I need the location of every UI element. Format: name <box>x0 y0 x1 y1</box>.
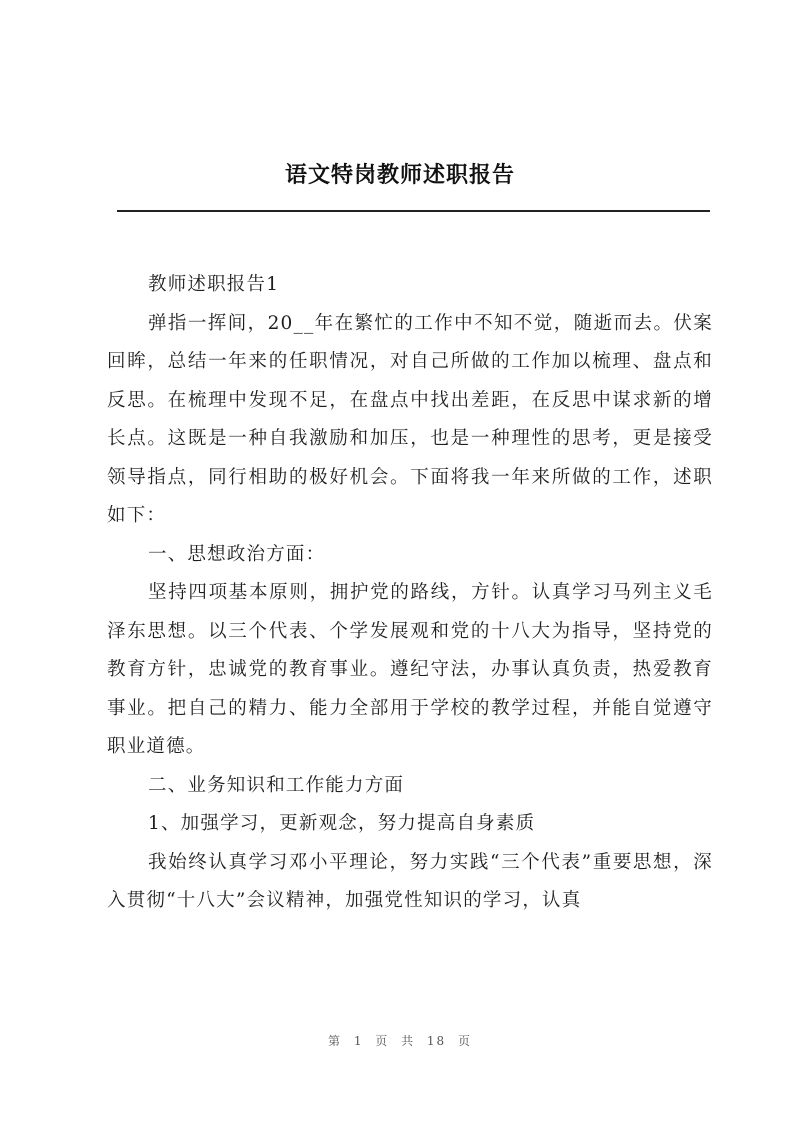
paragraph-section-heading-1: 一、思想政治方面： <box>148 543 326 565</box>
paragraph-section-heading-2: 二、业务知识和工作能力方面 <box>148 774 405 796</box>
paragraph-politics: 坚持四项基本原则，拥护党的路线，方针。认真学习马列主义毛泽东思想。以三个代表、个学发展观和党的十八大为指导，坚持党的教育方针，忠诚党的教育事业。遵纪守法，办事认真负责，热爱教育事业。把自己的精力、能力全部用于学校的教学过程，并能自觉遵守职业道德。 <box>107 582 713 757</box>
title-divider <box>117 210 710 212</box>
paragraph-subheading-1: 1、加强学习，更新观念，努力提高自身素质 <box>148 813 536 834</box>
page-number-footer: 第 1 页 共 18 页 <box>328 1034 472 1048</box>
paragraph-intro: 弹指一挥间，20__年在繁忙的工作中不知不觉，随逝而去。伏案回眸，总结一年来的任职情况，对自己所做的工作加以梳理、盘点和反思。在梳理中发现不足，在盘点中找出差距，在反思中谋求新的增长点。这既是一种自我激励和加压，也是一种理性的思考，更是接受领导指点，同行相助的极好机会。下面将我一年来所做的工作，述职如下： <box>107 312 713 526</box>
document-body <box>107 266 713 921</box>
page-title: 语文特岗教师述职报告 <box>284 162 515 188</box>
paragraph-report-heading: 教师述职报告1 <box>148 274 280 295</box>
paragraph-study: 我始终认真学习邓小平理论，努力实践“三个代表”重要思想，深入贯彻“十八大”会议精神，加强党性知识的学习，认真 <box>107 851 713 911</box>
